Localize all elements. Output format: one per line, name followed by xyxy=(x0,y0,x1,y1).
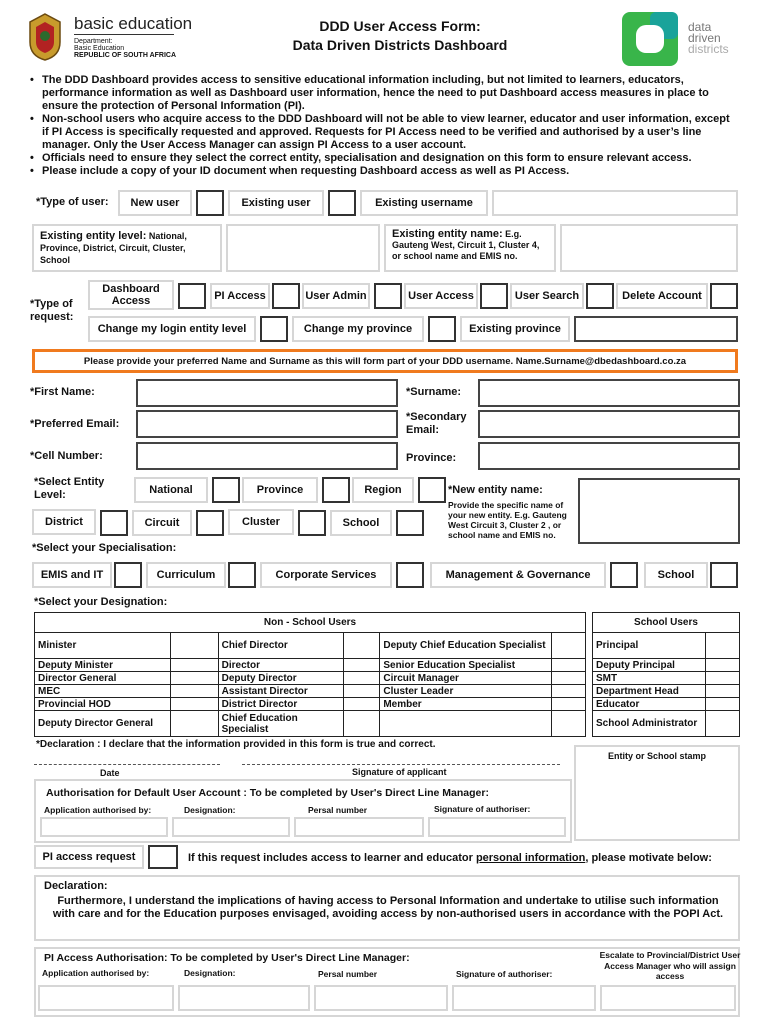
designation-cell xyxy=(380,711,552,737)
spec-curriculum-label: Curriculum xyxy=(146,562,226,588)
spec-school-checkbox[interactable] xyxy=(710,562,738,588)
designation-checkbox[interactable] xyxy=(552,633,586,659)
pi-auth-designation-input[interactable] xyxy=(178,985,310,1011)
designation-checkbox[interactable] xyxy=(344,698,380,711)
change-login-entity-label: Change my login entity level xyxy=(88,316,256,342)
declaration-text: Furthermore, I understand the implications of having access to Personal Information and undertake to utilise such information with care and for the Education purposes envisaged, avoiding access by non-authorised users in accordance with the POPI Act. xyxy=(52,895,724,920)
ddd-logo-line-1: data xyxy=(688,20,712,34)
designation-cell: Assistant Director xyxy=(218,685,344,698)
spec-emis-checkbox[interactable] xyxy=(114,562,142,588)
new-user-label: New user xyxy=(118,190,192,216)
cell-number-input[interactable] xyxy=(136,442,398,470)
request-pi-access-checkbox[interactable] xyxy=(272,283,300,309)
designation-cell: Educator xyxy=(593,698,706,711)
type-of-request-label: *Type of request: xyxy=(30,298,74,323)
designation-cell: Chief Education Specialist xyxy=(218,711,344,737)
designation-checkbox[interactable] xyxy=(552,711,586,737)
entity-school-checkbox[interactable] xyxy=(396,510,424,536)
spec-corporate-label: Corporate Services xyxy=(260,562,392,588)
pi-auth-signature-input[interactable] xyxy=(452,985,596,1011)
pi-authorisation-title: PI Access Authorisation: To be completed by User's Direct Line Manager: xyxy=(44,952,410,964)
username-notice: Please provide your preferred Name and Surname as this will form part of your DDD username. Name.Surname@dbedashboard.co.za xyxy=(32,349,738,373)
pi-auth-col-1: Application authorised by: xyxy=(42,968,150,978)
designation-checkbox[interactable] xyxy=(344,659,380,672)
entity-province-checkbox[interactable] xyxy=(322,477,350,503)
existing-username-label: Existing username xyxy=(360,190,488,216)
change-province-checkbox[interactable] xyxy=(428,316,456,342)
logo-underline xyxy=(74,34,174,35)
signature-line[interactable] xyxy=(242,764,560,765)
existing-entity-level-input[interactable] xyxy=(226,224,380,272)
pi-auth-col-4: Signature of authoriser: xyxy=(456,969,553,979)
designation-cell: Member xyxy=(380,698,552,711)
entity-region-label: Region xyxy=(352,477,414,503)
request-user-access-label: User Access xyxy=(404,283,478,309)
school-header: School Users xyxy=(593,613,740,633)
default-auth-signature-input[interactable] xyxy=(428,817,566,837)
designation-checkbox[interactable] xyxy=(170,633,218,659)
pi-auth-col-2: Designation: xyxy=(184,968,236,978)
designation-checkbox[interactable] xyxy=(344,685,380,698)
designation-checkbox[interactable] xyxy=(706,672,740,685)
select-entity-level-label: *Select Entity Level: xyxy=(34,476,105,501)
cell-number-label: *Cell Number: xyxy=(30,450,103,462)
request-pi-access-label: PI Access xyxy=(210,283,270,309)
designation-cell: School Administrator xyxy=(593,711,706,737)
existing-user-checkbox[interactable] xyxy=(328,190,356,216)
designation-checkbox[interactable] xyxy=(552,698,586,711)
designation-cell: Deputy Minister xyxy=(35,659,171,672)
designation-cell: District Director xyxy=(218,698,344,711)
designation-cell: Cluster Leader xyxy=(380,685,552,698)
change-province-label: Change my province xyxy=(292,316,424,342)
pi-prompt-suffix: , please motivate below: xyxy=(585,852,712,864)
designation-checkbox[interactable] xyxy=(170,698,218,711)
ddd-logo-icon xyxy=(622,12,678,66)
bullet-1: • The DDD Dashboard provides access to sensitive educational information including, but not limited to learners, educators, performance information as well as Dashboard user information, hence the need to put Dashboard access measures in place to ensure the protection of Personal Information (PI). xyxy=(30,74,730,113)
entity-circuit-checkbox[interactable] xyxy=(196,510,224,536)
designation-cell: Deputy Principal xyxy=(593,659,706,672)
declaration-statement: *Declaration : I declare that the information provided in this form is true and correct. xyxy=(36,739,436,750)
dbe-crest-logo xyxy=(26,12,64,62)
entity-cluster-checkbox[interactable] xyxy=(298,510,326,536)
spec-school-label: School xyxy=(644,562,708,588)
existing-province-input[interactable] xyxy=(574,316,738,342)
designation-checkbox[interactable] xyxy=(552,659,586,672)
preferred-email-input[interactable] xyxy=(136,410,398,438)
page-title-line-1: DDD User Access Form: xyxy=(319,18,481,34)
secondary-email-input[interactable] xyxy=(478,410,740,438)
default-auth-col-1: Application authorised by: xyxy=(44,805,152,815)
bullet-2: • Non-school users who acquire access to the DDD Dashboard will not be able to view learner, educator and user information, except if PI Access is specifically requested and approved. Requests for PI Access need to be verified and authorised by a user’s line manager. Only the User Access Manager can assign PI Access to a user account. xyxy=(30,113,730,152)
pi-access-request-checkbox[interactable] xyxy=(148,845,178,869)
entity-district-label: District xyxy=(32,509,96,535)
surname-input[interactable] xyxy=(478,379,740,407)
first-name-input[interactable] xyxy=(136,379,398,407)
new-entity-name-hint: Provide the specific name of your new entity. E.g. Gauteng West Circuit 3, Cluster 2 , or school name and EMIS no. xyxy=(448,500,567,540)
first-name-label: *First Name: xyxy=(30,386,95,398)
pi-escalate-note: Escalate to Provincial/District User Access Manager who will assign access xyxy=(599,950,741,981)
existing-entity-name-cell xyxy=(384,224,556,272)
request-dashboard-access-label: Dashboard Access xyxy=(88,280,174,310)
non-school-designation-table xyxy=(34,612,586,737)
designation-checkbox[interactable] xyxy=(706,711,740,737)
ddd-logo-line-3: districts xyxy=(688,42,729,56)
designation-cell: Director xyxy=(218,659,344,672)
type-of-user-label: *Type of user: xyxy=(36,196,109,208)
pi-auth-name-input[interactable] xyxy=(38,985,174,1011)
new-entity-name-input[interactable] xyxy=(578,478,740,544)
default-auth-name-input[interactable] xyxy=(40,817,168,837)
ddd-logo-line-2: driven xyxy=(688,31,721,45)
declaration-title: Declaration: xyxy=(44,880,108,892)
entity-circuit-label: Circuit xyxy=(132,510,192,536)
select-designation-label: *Select your Designation: xyxy=(34,596,168,608)
dept-line-1: Department: xyxy=(74,38,113,45)
existing-username-input[interactable] xyxy=(492,190,738,216)
designation-checkbox[interactable] xyxy=(170,711,218,737)
designation-cell: Minister xyxy=(35,633,171,659)
designation-checkbox[interactable] xyxy=(706,685,740,698)
entity-national-checkbox[interactable] xyxy=(212,477,240,503)
province-input[interactable] xyxy=(478,442,740,470)
designation-cell: Department Head xyxy=(593,685,706,698)
designation-checkbox[interactable] xyxy=(344,672,380,685)
date-line[interactable] xyxy=(34,764,220,765)
intro-bullets xyxy=(30,74,730,178)
existing-entity-level-label: Existing entity level: xyxy=(40,230,147,242)
designation-cell: Director General xyxy=(35,672,171,685)
entity-region-checkbox[interactable] xyxy=(418,477,446,503)
designation-cell: Senior Education Specialist xyxy=(380,659,552,672)
existing-province-label: Existing province xyxy=(460,316,570,342)
designation-cell: Chief Director xyxy=(218,633,344,659)
designation-checkbox[interactable] xyxy=(552,672,586,685)
secondary-email-label: *Secondary Email: xyxy=(406,411,467,436)
pi-prompt-prefix: If this request includes access to learner and educator xyxy=(188,852,476,864)
preferred-email-label: *Preferred Email: xyxy=(30,418,120,430)
entity-stamp-box[interactable] xyxy=(574,745,740,841)
designation-checkbox[interactable] xyxy=(344,633,380,659)
request-dashboard-access-checkbox[interactable] xyxy=(178,283,206,309)
existing-entity-level-cell xyxy=(32,224,222,272)
default-auth-col-4: Signature of authoriser: xyxy=(434,804,531,814)
designation-checkbox[interactable] xyxy=(170,672,218,685)
request-user-search-checkbox[interactable] xyxy=(586,283,614,309)
pi-motivation-prompt xyxy=(188,852,712,864)
designation-checkbox[interactable] xyxy=(706,659,740,672)
designation-cell: Provincial HOD xyxy=(35,698,171,711)
spec-emis-label: EMIS and IT xyxy=(32,562,112,588)
dept-line-2: Basic Education xyxy=(74,45,125,52)
date-label: Date xyxy=(100,768,120,778)
spec-corporate-checkbox[interactable] xyxy=(396,562,424,588)
designation-checkbox[interactable] xyxy=(344,711,380,737)
designation-checkbox[interactable] xyxy=(170,659,218,672)
existing-entity-name-input[interactable] xyxy=(560,224,738,272)
select-specialisation-label: *Select your Specialisation: xyxy=(32,542,177,554)
school-designation-table xyxy=(592,612,740,737)
designation-checkbox[interactable] xyxy=(170,685,218,698)
spec-curriculum-checkbox[interactable] xyxy=(228,562,256,588)
non-school-header: Non - School Users xyxy=(35,613,586,633)
designation-cell: Principal xyxy=(593,633,706,659)
pi-prompt-link: personal information xyxy=(475,852,586,864)
new-user-checkbox[interactable] xyxy=(196,190,224,216)
dept-line-3: REPUBLIC OF SOUTH AFRICA xyxy=(74,52,177,59)
request-user-admin-label: User Admin xyxy=(302,283,370,309)
existing-entity-level-hint: National, Province, District, Circuit, Cluster, School xyxy=(40,231,187,265)
spec-management-checkbox[interactable] xyxy=(610,562,638,588)
pi-access-request-label: PI access request xyxy=(34,845,144,869)
designation-checkbox[interactable] xyxy=(552,685,586,698)
default-auth-designation-input[interactable] xyxy=(172,817,290,837)
default-authorisation-title: Authorisation for Default User Account : To be completed by User's Direct Line Manager: xyxy=(46,787,489,799)
designation-cell: SMT xyxy=(593,672,706,685)
request-delete-account-label: Delete Account xyxy=(616,283,708,309)
surname-label: *Surname: xyxy=(406,386,462,398)
existing-entity-name-label: Existing entity name: xyxy=(392,228,503,240)
request-user-admin-checkbox[interactable] xyxy=(374,283,402,309)
designation-checkbox[interactable] xyxy=(706,633,740,659)
pi-auth-col-3: Persal number xyxy=(318,969,378,979)
entity-cluster-label: Cluster xyxy=(228,509,294,535)
default-auth-col-2: Designation: xyxy=(184,805,236,815)
designation-checkbox[interactable] xyxy=(706,698,740,711)
pi-auth-persal-input[interactable] xyxy=(314,985,448,1011)
pi-auth-escalate-input[interactable] xyxy=(600,985,736,1011)
change-login-entity-checkbox[interactable] xyxy=(260,316,288,342)
designation-cell: Circuit Manager xyxy=(380,672,552,685)
spec-management-label: Management & Governance xyxy=(430,562,606,588)
entity-province-label: Province xyxy=(242,477,318,503)
bullet-4: • Please include a copy of your ID document when requesting Dashboard access as well as PI Access. xyxy=(30,165,730,178)
default-auth-col-3: Persal number xyxy=(308,805,368,815)
default-auth-persal-input[interactable] xyxy=(294,817,424,837)
designation-cell: MEC xyxy=(35,685,171,698)
designation-cell: Deputy Director General xyxy=(35,711,171,737)
logo-text: basic education xyxy=(74,14,193,33)
entity-school-label: School xyxy=(330,510,392,536)
signature-applicant-label: Signature of applicant xyxy=(352,767,447,777)
entity-stamp-label: Entity or School stamp xyxy=(607,751,706,761)
page-title-line-2: Data Driven Districts Dashboard xyxy=(292,37,508,53)
entity-national-label: National xyxy=(134,477,208,503)
designation-cell: Deputy Chief Education Specialist xyxy=(380,633,552,659)
existing-user-label: Existing user xyxy=(228,190,324,216)
request-delete-account-checkbox[interactable] xyxy=(710,283,738,309)
request-user-search-label: User Search xyxy=(510,283,584,309)
existing-entity-name-hint: E.g. Gauteng West, Circuit 1, Cluster 4, or school name and EMIS no. xyxy=(392,229,540,261)
bullet-3: • Officials need to ensure they select the correct entity, specialisation and designation on this form to ensure relevant access. xyxy=(30,152,730,165)
request-user-access-checkbox[interactable] xyxy=(480,283,508,309)
province-label: Province: xyxy=(406,452,457,464)
entity-district-checkbox[interactable] xyxy=(100,510,128,536)
designation-cell: Deputy Director xyxy=(218,672,344,685)
new-entity-name-label: *New entity name: xyxy=(448,484,543,496)
